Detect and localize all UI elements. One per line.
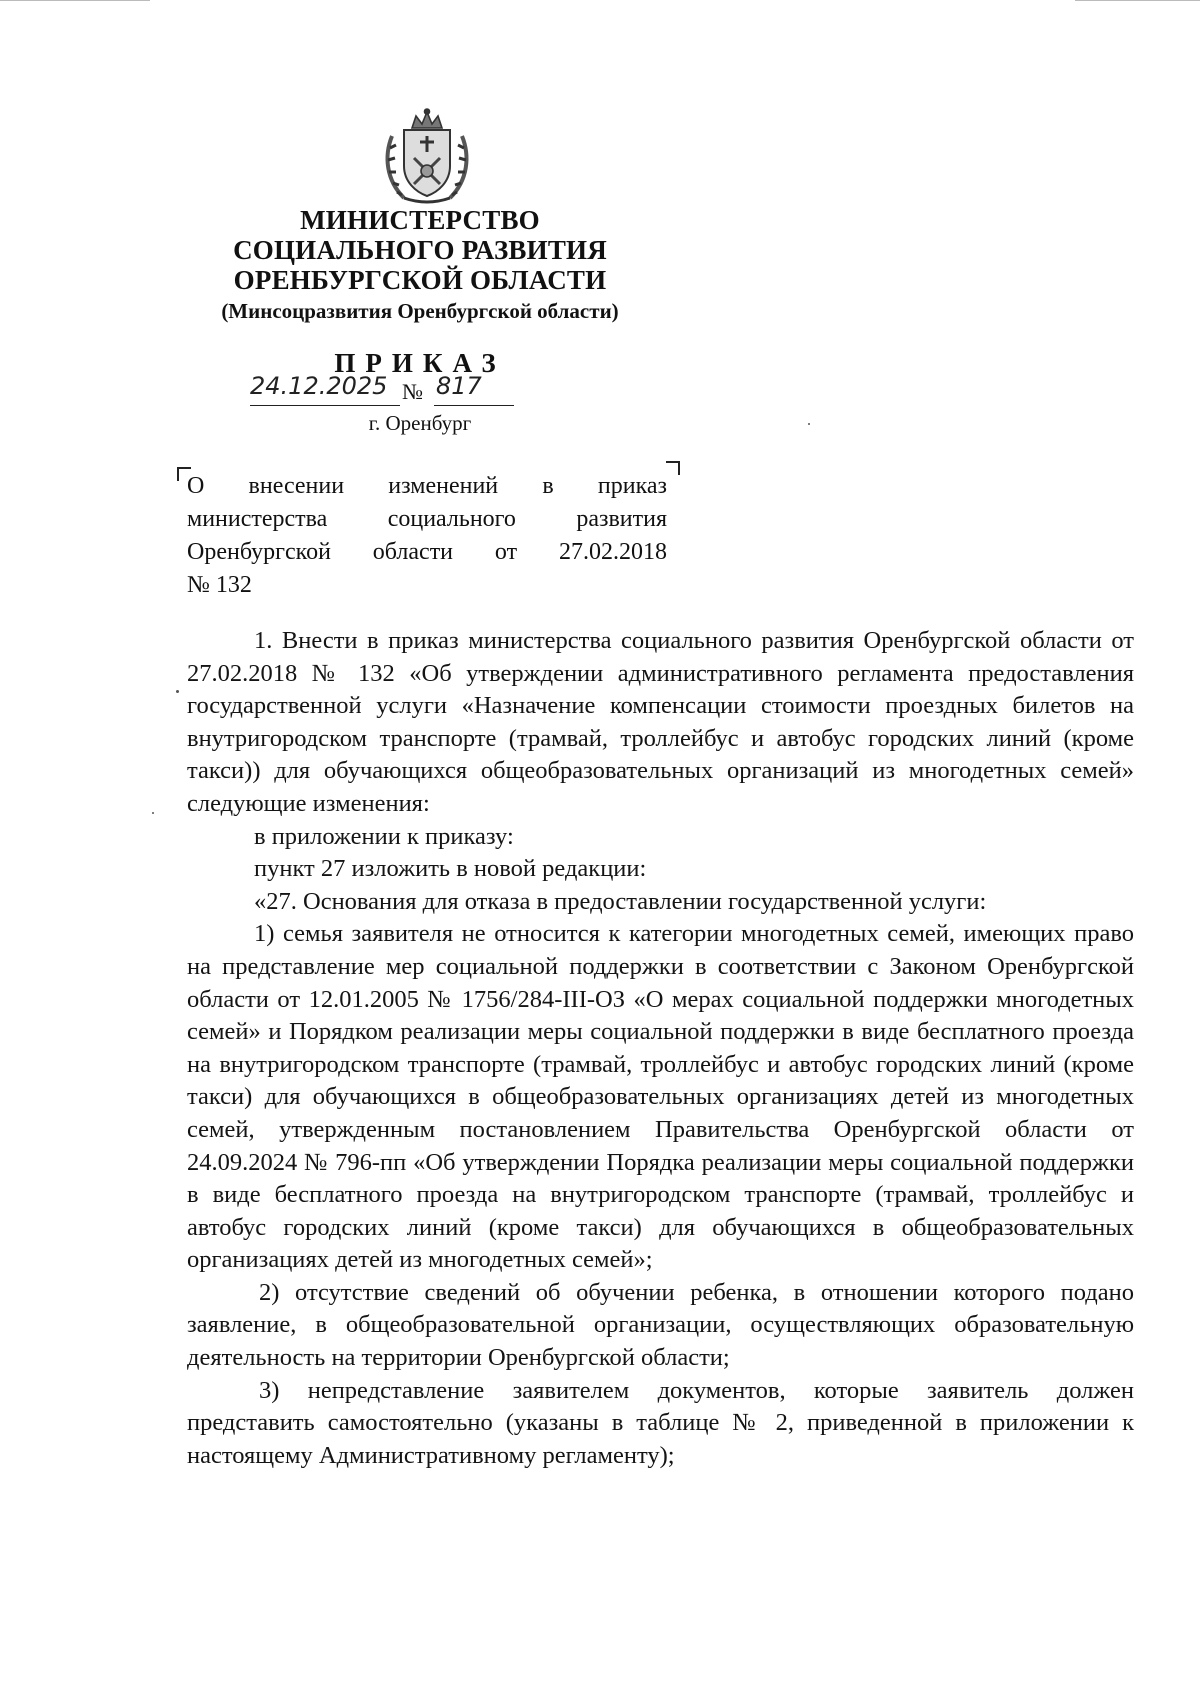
- coat-of-arms-emblem: [382, 108, 472, 204]
- date-underline: [250, 405, 400, 406]
- order-date-handwritten: 24.12.2025: [250, 372, 388, 400]
- scan-artifact: [0, 0, 150, 1]
- body-paragraph-7: 3) непредставление заявителем документов, которые заявитель должен представить самостоятельно (указаны в таблице № 2, приведенной в приложении к настоящему Административному регламенту);: [187, 1376, 1134, 1469]
- body-paragraph-1: 1. Внести в приказ министерства социального развития Оренбургской области от 27.02.2018 № 132 «Об утверждении административного регламента предоставления государственной услуги «Назначение компенсации стоимости проездных билетов на внутригородском транспорте (трамвай, троллейбус и автобус городских линий (кроме такси)) для обучающихся общеобразовательных организаций из многодетных семей» следующие изменения:: [187, 627, 1134, 817]
- order-title: ПРИКАЗ: [334, 348, 506, 378]
- body-paragraph-3: пункт 27 изложить в новой редакции:: [254, 855, 647, 883]
- subject-corner-mark-right: [666, 461, 680, 475]
- ministry-name-line3: ОРЕНБУРГСКОЙ ОБЛАСТИ: [233, 265, 607, 295]
- body-paragraph-6: 2) отсутствие сведений об обучении ребенка, в отношении которого подано заявление, в общеобразовательной организации, осуществляющих образовательную деятельность на территории Оренбургской области;: [187, 1278, 1134, 1372]
- order-body: [187, 625, 1134, 1472]
- ministry-name-line2: СОЦИАЛЬНОГО РАЗВИТИЯ: [233, 235, 607, 265]
- order-subject: [187, 470, 667, 602]
- scan-speck: [176, 690, 179, 693]
- scan-artifact: [1075, 0, 1200, 1]
- subject-line: № 132: [187, 572, 252, 598]
- ministry-short-name: (Минсоцразвития Оренбургской области): [221, 299, 619, 323]
- order-city: г. Оренбург: [368, 411, 472, 435]
- body-paragraph-4: «27. Основания для отказа в предоставлении государственной услуги:: [254, 887, 987, 915]
- body-paragraph-5: 1) семья заявителя не относится к категории многодетных семей, имеющих право на представление мер социальной поддержки в соответствии с Законом Оренбургской области от 12.01.2005 № 1756/284-III-ОЗ «О мерах социальной поддержки многодетных семей» и Порядком реализации меры социальной поддержки в виде бесплатного проезда на внутригородском транспорте (трамвай, троллейбус и автобус городских линий (кроме такси) для обучающихся в общеобразовательных организациях детей из многодетных семей, утвержденным постановлением Правительства Оренбургской области от 24.09.2024 № 796-пп «Об утверждении Порядка реализации меры социальной поддержки в виде бесплатного проезда на внутригородском транспорте (трамвай, троллейбус и автобус городских линий (кроме такси) для обучающихся в общеобразовательных организациях детей из многодетных семей»;: [187, 920, 1134, 1274]
- body-paragraph-2: в приложении к приказу:: [254, 822, 514, 850]
- subject-line: О внесении изменений в приказ: [187, 473, 667, 499]
- number-underline: [434, 405, 514, 406]
- order-number-sign: №: [402, 379, 423, 404]
- ministry-header: [160, 205, 680, 325]
- subject-line: министерства социального развития: [187, 506, 667, 532]
- order-number-handwritten: 817: [436, 372, 482, 400]
- scan-speck: [152, 812, 154, 814]
- ministry-name-line1: МИНИСТЕРСТВО: [300, 205, 540, 235]
- scan-speck: [808, 423, 810, 425]
- subject-line: Оренбургской области от 27.02.2018: [187, 539, 667, 565]
